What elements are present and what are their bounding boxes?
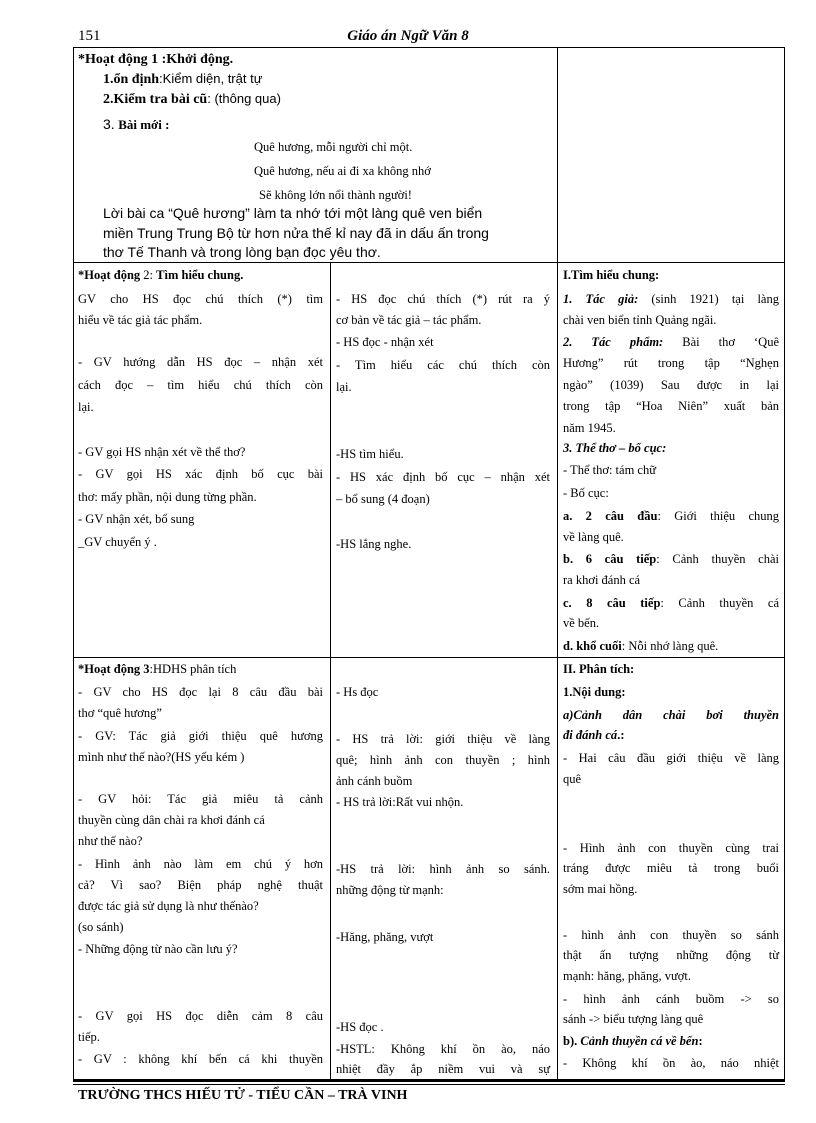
hs-text: nhiệt đầy ắp niềm vui và sự — [336, 1062, 550, 1076]
on-dinh-text: :Kiểm diện, trật tự — [159, 71, 263, 86]
gv-text: - GV nhận xét, bổ sung — [78, 512, 195, 526]
canh-dan-chai-title: a)Cảnh dân chài bơi thuyền — [563, 708, 779, 722]
footer-divider — [73, 1084, 785, 1085]
gv-text: GV cho HS đọc chú thích (*) tìm — [78, 292, 323, 306]
bai-moi-number: 3. — [103, 116, 115, 132]
poem-line: Quê hương, mỗi người chỉ một. — [254, 140, 413, 154]
intro-line: thơ Tế Thanh và trong lòng bạn đọc yêu thơ. — [103, 244, 381, 260]
bo-cuc-d-label: d. khổ cuối — [563, 639, 622, 653]
gv-text: cách đọc – tìm hiểu chú thích còn — [78, 378, 323, 392]
bo-cuc-b-text: : Cảnh thuyền chài — [656, 552, 780, 566]
bai-moi-line — [103, 114, 169, 136]
gv-text: như thế nào? — [78, 834, 143, 848]
hs-text: - HS trả lời:Rất vui nhộn. — [336, 795, 464, 809]
hs-text: -HS trả lời: hình ảnh so sánh. — [336, 862, 550, 876]
hs-text: lại. — [336, 380, 352, 394]
gv-text: lại. — [78, 400, 94, 414]
hs-text: - Hs đọc — [336, 685, 379, 699]
bo-cuc-b-label: b. 6 câu tiếp — [563, 552, 657, 566]
hs-text: - HS xác định bố cục – nhận xét — [336, 470, 550, 484]
content-line: thật ấn tượng những động từ — [563, 948, 779, 962]
row-divider-1 — [73, 262, 785, 263]
tac-gia-line — [563, 289, 779, 310]
content-line: sớm mai hồng. — [563, 882, 638, 896]
on-dinh-label: 1.ổn định — [103, 72, 160, 87]
bai-moi-label: Bài mới : — [118, 117, 170, 132]
intro-line: Lời bài ca “Quê hương” làm ta nhớ tới một làng quê ven biển — [103, 205, 483, 221]
gv-text: thuyền cùng dân chài ra khơi đánh cá — [78, 813, 265, 827]
hs-text: cơ bản về tác giả – tác phẩm. — [336, 313, 482, 327]
tac-pham-text: trong tập “Hoa Niên” xuất bản — [563, 399, 779, 413]
hs-text: -Hăng, phăng, vượt — [336, 930, 434, 944]
hs-text: -HS đọc . — [336, 1020, 384, 1034]
hs-text: những động từ mạnh: — [336, 883, 444, 897]
gv-text: (so sánh) — [78, 920, 124, 934]
bo-cuc-d-text: : Nỗi nhớ làng quê. — [621, 639, 719, 653]
gv-text: tiếp. — [78, 1030, 100, 1044]
hs-text: -HS lắng nghe. — [336, 537, 412, 551]
gv-text: - Những động từ nào cần lưu ý? — [78, 942, 238, 956]
bo-cuc-a-text: : Giới thiệu chung — [657, 509, 779, 523]
activity-3-heading-bold: *Hoạt động 3 — [78, 662, 150, 676]
kiem-tra-line — [103, 89, 281, 110]
canh-thuyen-ve-ben-title — [563, 1031, 703, 1052]
activity-3-heading-rest: :HDHS phân tích — [149, 662, 237, 676]
content-line: sánh -> biểu tượng làng quê — [563, 1012, 704, 1026]
tac-pham-line — [563, 332, 779, 353]
kiem-tra-text: : (thông qua) — [207, 91, 281, 106]
content-line: - Hai câu đầu giới thiệu về làng — [563, 751, 779, 765]
gv-text: mình như thế nào?(HS yếu kém ) — [78, 750, 245, 764]
hs-text: - Tìm hiểu các chú thích còn — [336, 358, 550, 372]
the-tho-heading: 3. Thể thơ – bố cục: — [563, 441, 667, 455]
gv-text: - GV hướng dẫn HS đọc – nhận xét — [78, 355, 323, 369]
bo-cuc-c-label: c. 8 câu tiếp — [563, 596, 661, 610]
bo-cuc-a-label: a. 2 câu đầu — [563, 509, 658, 523]
gv-text: hiểu về tác giả tác phẩm. — [78, 313, 203, 327]
section-heading: I.Tìm hiểu chung: — [563, 268, 660, 282]
column-divider-1 — [330, 262, 331, 1080]
bo-cuc-b-text: ra khơi đánh cá — [563, 573, 641, 587]
school-footer: TRƯỜNG THCS HIẾU TỬ - TIỂU CẦN – TRÀ VINH — [78, 1088, 408, 1103]
bo-cuc-c-text: về bến. — [563, 616, 600, 630]
tac-pham-text: ngào” (1039) Sau được in lại — [563, 378, 779, 392]
gv-text: - GV gọi HS xác định bố cục bài — [78, 467, 323, 481]
content-line: quê — [563, 772, 582, 786]
activity-2-heading-title: Tìm hiểu chung. — [156, 268, 244, 282]
canh-thuyen-prefix: b). — [563, 1034, 578, 1048]
content-line: - Hình ảnh con thuyền cùng trai — [563, 841, 779, 855]
gv-text: được tác giả sử dụng là như thếnào? — [78, 899, 259, 913]
gv-text: - GV hỏi: Tác giả miêu tả cảnh — [78, 792, 323, 806]
intro-line: miền Trung Trung Bộ từ hơn nửa thế kỉ nay đã in dấu ấn trong — [103, 225, 489, 241]
canh-dan-chai-punct: .: — [617, 728, 625, 742]
hs-text: quê; hình ảnh con thuyền ; hình — [336, 753, 550, 767]
activity-2-heading-number: 2: — [140, 268, 157, 282]
tac-gia-label: 1. Tác giả: — [563, 292, 639, 306]
kiem-tra-label: 2.Kiểm tra bài cũ — [103, 92, 208, 107]
hs-text: - HS trả lời: giới thiệu về làng — [336, 732, 550, 746]
activity-2-heading — [78, 265, 243, 286]
bo-cuc-b — [563, 549, 779, 570]
poem-line: Sẽ không lớn nổi thành người! — [259, 188, 412, 202]
gv-text: - Hình ảnh nào làm em chú ý hơn — [78, 857, 323, 871]
hs-text: -HSTL: Không khí ồn ào, náo — [336, 1042, 550, 1056]
activity-1-heading: *Hoạt động 1 :Khởi động. — [78, 52, 234, 67]
tac-pham-text: Bài thơ ‘Quê — [663, 335, 779, 349]
gv-text: - GV : không khí bến cá khi thuyền — [78, 1052, 323, 1066]
bo-cuc-d — [563, 636, 718, 657]
hs-text: - HS đọc - nhận xét — [336, 335, 434, 349]
noi-dung-heading: 1.Nội dung: — [563, 685, 626, 699]
section-heading: II. Phân tích: — [563, 662, 635, 676]
bo-cuc-a — [563, 506, 779, 527]
gv-text: - GV gọi HS nhận xét về thể thơ? — [78, 445, 246, 459]
canh-dan-chai-title — [563, 725, 624, 746]
hs-text: -HS tìm hiểu. — [336, 447, 404, 461]
tac-gia-text: chài ven biển tỉnh Quảng ngãi. — [563, 313, 717, 327]
hs-text: - HS đọc chú thích (*) rút ra ý — [336, 292, 550, 306]
tac-gia-text: (sinh 1921) tại làng — [638, 292, 779, 306]
poem-line: Quê hương, nếu ai đi xa không nhớ — [254, 164, 431, 178]
gv-text: _GV chuyển ý . — [78, 535, 157, 549]
tac-pham-text: Hương” rút trong tập “Nghẹn — [563, 356, 779, 370]
gv-text: - GV cho HS đọc lại 8 câu đầu bài — [78, 685, 323, 699]
content-line: - hình ảnh cánh buồm -> so — [563, 992, 779, 1006]
bo-cuc-line: - Bố cục: — [563, 486, 609, 500]
gv-text: - GV gọi HS đọc diễn cảm 8 câu — [78, 1009, 323, 1023]
tac-pham-label: 2. Tác phẩm: — [563, 335, 664, 349]
hs-text: – bổ sung (4 đoạn) — [336, 492, 430, 506]
gv-text: thơ: mấy phần, nội dung từng phần. — [78, 490, 257, 504]
footer-divider — [73, 1080, 785, 1082]
canh-thuyen-punct: : — [698, 1034, 703, 1048]
canh-dan-chai-title-end: đi đánh cá — [563, 728, 618, 742]
content-line: - hình ảnh con thuyền so sánh — [563, 928, 779, 942]
the-tho-line: - Thể thơ: tám chữ — [563, 463, 656, 477]
canh-thuyen-title: Cảnh thuyền cá về bến — [577, 1034, 699, 1048]
content-line: mạnh: hăng, phăng, vượt. — [563, 969, 691, 983]
row-divider-2 — [73, 657, 785, 658]
activity-3-heading — [78, 659, 236, 680]
gv-text: thơ “quê hương” — [78, 706, 162, 720]
bo-cuc-c-text: : Cảnh thuyền cá — [660, 596, 779, 610]
activity-2-heading-bold: *Hoạt động — [78, 268, 141, 282]
gv-text: cả? Vì sao? Biện pháp nghệ thuật — [78, 878, 323, 892]
page-title: Giáo án Ngữ Văn 8 — [347, 28, 469, 44]
on-dinh-line — [103, 69, 262, 90]
page-number: 151 — [78, 28, 101, 44]
content-line: tráng được miêu tả trong buổi — [563, 861, 779, 875]
bo-cuc-c — [563, 593, 779, 614]
bo-cuc-a-text: về làng quê. — [563, 530, 624, 544]
gv-text: - GV: Tác giả giới thiệu quê hương — [78, 729, 323, 743]
tac-pham-text: năm 1945. — [563, 421, 616, 435]
hs-text: ảnh cánh buồm — [336, 774, 413, 788]
column-divider-2 — [557, 47, 558, 1080]
content-line: - Không khí ồn ào, náo nhiệt — [563, 1056, 779, 1070]
